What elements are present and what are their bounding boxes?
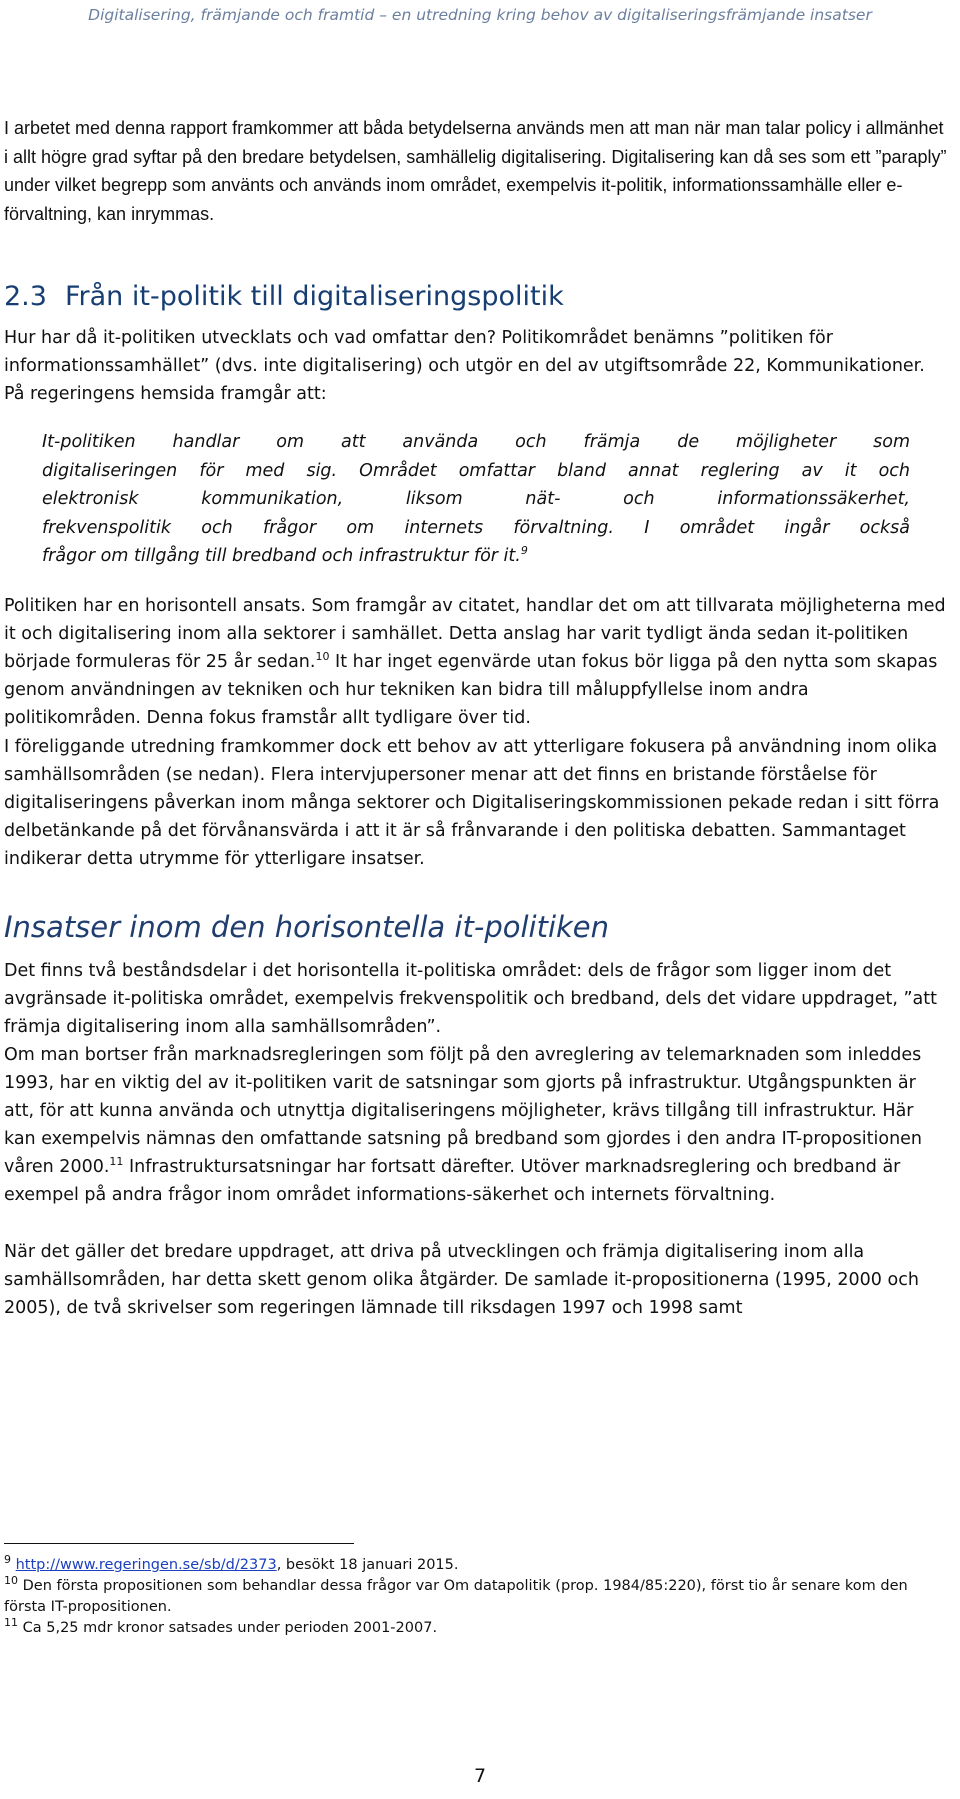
section-paragraph-1: Hur har då it-politiken utvecklats och vad omfattar den? Politikområdet benämns ”politiken för informationssamhället” (dvs. inte digitalisering) och utgör en del av utgiftsområde 22, Kommunikationer. På regeringens hemsida framgår att:: [4, 328, 925, 404]
block-quote: [4, 428, 948, 571]
footnote-ref[interactable]: 10: [315, 650, 330, 664]
paragraph-text: Politiken har en horisontell ansats. Som framgår av citatet, handlar det om att tillvarata möjligheterna med it och digitalisering inom alla sektorer i samhället. Detta anslag har varit tydligt ända sedan it-politiken började formuleras för 25 år sedan.: [4, 596, 946, 672]
page-number: 7: [473, 1765, 487, 1787]
footnote-text: Den första propositionen som behandlar dessa frågor var Om datapolitik (prop. 1984/85:220), först tio år senare kom den första IT-propositionen.: [4, 1578, 908, 1615]
section-heading: [4, 281, 948, 312]
quote-line-last: [42, 542, 910, 571]
quote-line: It-politiken handlar om att använda och främja de möjligheter som: [42, 432, 910, 452]
section-paragraph-3: I föreliggande utredning framkommer dock ett behov av att ytterligare fokusera på användning inom olika samhällsområden (se nedan). Flera intervjupersoner menar att det finns en bristande förståelse för digitaliseringens påverkan inom många sektorer och Digitaliseringskommissionen pekade redan i sitt förra delbetänkande på det förvånansvärda i att it är så frånvarande i den politiska debatten. Sammantaget indikerar detta utrymme för ytterligare insatser.: [4, 737, 940, 869]
running-header: Digitalisering, främjande och framtid – en utredning kring behov av digitaliseringsfrämjande insatser: [88, 6, 872, 24]
subsection-paragraph-3: När det gäller det bredare uppdraget, att driva på utvecklingen och främja digitalisering inom alla samhällsområden, har detta skett genom olika åtgärder. De samlade it-propositionerna (1995, 2000 och 2005), de två skrivelser som regeringen lämnade till riksdagen 1997 och 1998 samt: [4, 1242, 919, 1318]
footnote-divider: [4, 1543, 354, 1544]
intro-paragraph: I arbetet med denna rapport framkommer att båda betydelserna används men att man när man talar policy i allmänhet i allt högre grad syftar på den bredare betydelsen, samhällelig digitalisering. Digitalisering kan då ses som ett ”paraply” under vilket begrepp som använts och används inom området, exempelvis it-politik, informationssamhälle eller e-förvaltning, kan inrymmas.: [4, 118, 947, 224]
quote-line: elektronisk kommunikation, liksom nät- och informationssäkerhet,: [42, 489, 910, 509]
subsection-paragraph-2: [4, 1041, 948, 1209]
subsection-paragraph-1: Det finns två beståndsdelar i det horisontella it-politiska området: dels de frågor som ligger inom det avgränsade it-politiska området, exempelvis frekvenspolitik och bredband, dels det vidare uppdraget, ”att främja digitalisering inom alla samhällsområden”.: [4, 961, 937, 1037]
footnote-11: [4, 1618, 948, 1639]
footnotes: [4, 1555, 948, 1639]
subsection-heading: Insatser inom den horisontella it-politiken: [4, 910, 610, 944]
quote-line: frekvenspolitik och frågor om internets förvaltning. I området ingår också: [42, 517, 910, 538]
paragraph-text: Infrastruktursatsningar har fortsatt därefter. Utöver marknadsreglering och bredband är exempel på andra frågor inom området informations-säkerhet och internets förvaltning.: [4, 1157, 901, 1205]
section-title: Från it-politik till digitaliseringspolitik: [64, 281, 564, 312]
section-paragraph-2: [4, 592, 948, 732]
quote-line: digitaliseringen för med sig. Området omfattar bland annat reglering av it och: [42, 460, 910, 481]
footnote-number: 9: [4, 1553, 11, 1567]
footnote-ref[interactable]: 9: [520, 544, 528, 558]
section-number: 2.3: [4, 281, 47, 312]
footnote-9: [4, 1555, 948, 1576]
footnote-text: Ca 5,25 mdr kronor satsades under perioden 2001-2007.: [18, 1620, 438, 1636]
footnote-10: [4, 1576, 948, 1618]
footnote-link[interactable]: http://www.regeringen.se/sb/d/2373: [15, 1557, 277, 1573]
footnote-number: 11: [4, 1616, 18, 1630]
footnote-ref[interactable]: 11: [109, 1155, 124, 1169]
paragraph-text: Om man bortser från marknadsregleringen som följt på den avreglering av telemarknaden som inleddes 1993, har en viktig del av it-politiken varit de satsningar som gjorts på infrastruktur. Utgångspunkten är att, för att kunna använda och utnyttja digitaliseringens möjligheter, krävs tillgång till infrastruktur. Här kan exempelvis nämnas den omfattande satsning på bredband som gjordes i den andra IT-propositionen våren 2000.: [4, 1045, 923, 1177]
footnote-text: , besökt 18 januari 2015.: [276, 1557, 459, 1573]
quote-line-text: frågor om tillgång till bredband och infrastruktur för it.: [42, 546, 521, 566]
footnote-number: 10: [4, 1574, 18, 1588]
paragraph-text: It har inget egenvärde utan fokus bör ligga på den nytta som skapas genom användningen av tekniken och hur tekniken kan bidra till måluppfyllelse inom andra politikområden. Denna fokus framstår allt tydligare över tid.: [4, 652, 938, 728]
